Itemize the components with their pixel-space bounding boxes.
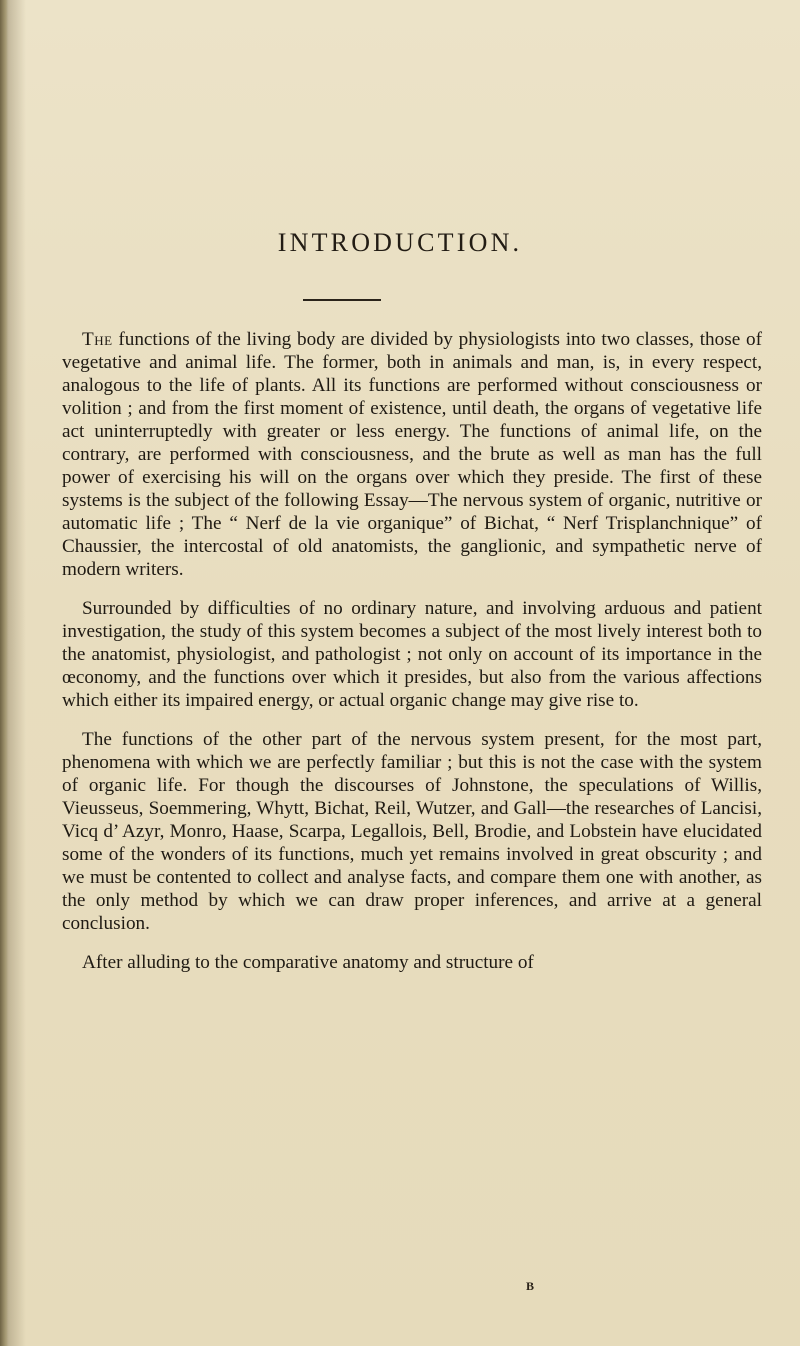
body-text bbox=[62, 328, 762, 974]
paragraph-3-text: The functions of the other part of the nervous system present, for the most part, phenomena with which we are perfectly familiar ; but this is not the case with the system of organic life. For though the discourses of Johnstone, the speculations of Willis, Vieusseus, Soemmering, Whytt, Bichat, Reil, Wutzer, and Gall—the researches of Lancisi, Vicq d’ Azyr, Monro, Haase, Scarpa, Legallois, Bell, Brodie, and Lobstein have elucidated some of the wonders of its functions, much yet remains involved in great obscurity ; and we must be contented to collect and analyse facts, and compare them one with another, as the only method by which we can draw proper inferences, and arrive at a general conclusion. bbox=[62, 729, 762, 934]
binding-gutter bbox=[0, 0, 8, 1346]
paragraph-2 bbox=[62, 597, 762, 712]
opening-word: The bbox=[82, 329, 113, 350]
title-rule bbox=[303, 299, 381, 301]
paragraph-4 bbox=[62, 951, 762, 974]
page-title: INTRODUCTION. bbox=[277, 228, 523, 257]
paragraph-1 bbox=[62, 328, 762, 581]
paragraph-1-text: functions of the living body are divided by physiologists into two classes, those of vegetative and animal life. The former, both in animals and man, is, in every respect, analogous to the life of plants. All its functions are performed without consciousness or volition ; and from the first moment of existence, until death, the organs of vegetative life act uninterruptedly with greater or less energy. The functions of animal life, on the contrary, are performed with consciousness, and the brute as well as man has the full power of exercising his will on the organs over which they preside. The first of these systems is the subject of the following Essay—The nervous system of organic, nutritive or automatic life ; The “ Nerf de la vie organique” of Bichat, “ Nerf Trisplanchnique” of Chaussier, the intercostal of old anatomists, the ganglionic, and sympathetic nerve of modern writers. bbox=[62, 329, 762, 580]
paragraph-3 bbox=[62, 728, 762, 935]
signature-mark: B bbox=[526, 1279, 535, 1293]
paragraph-2-text: Surrounded by difficulties of no ordinary nature, and involving arduous and patient investigation, the study of this system becomes a subject of the most lively interest both to the anatomist, physiologist, and pathologist ; not only on account of its importance in the œconomy, and the functions over which it presides, but also from the various affections which either its impaired energy, or actual organic change may give rise to. bbox=[62, 598, 762, 711]
paragraph-4-text: After alluding to the comparative anatomy and structure of bbox=[82, 952, 534, 973]
